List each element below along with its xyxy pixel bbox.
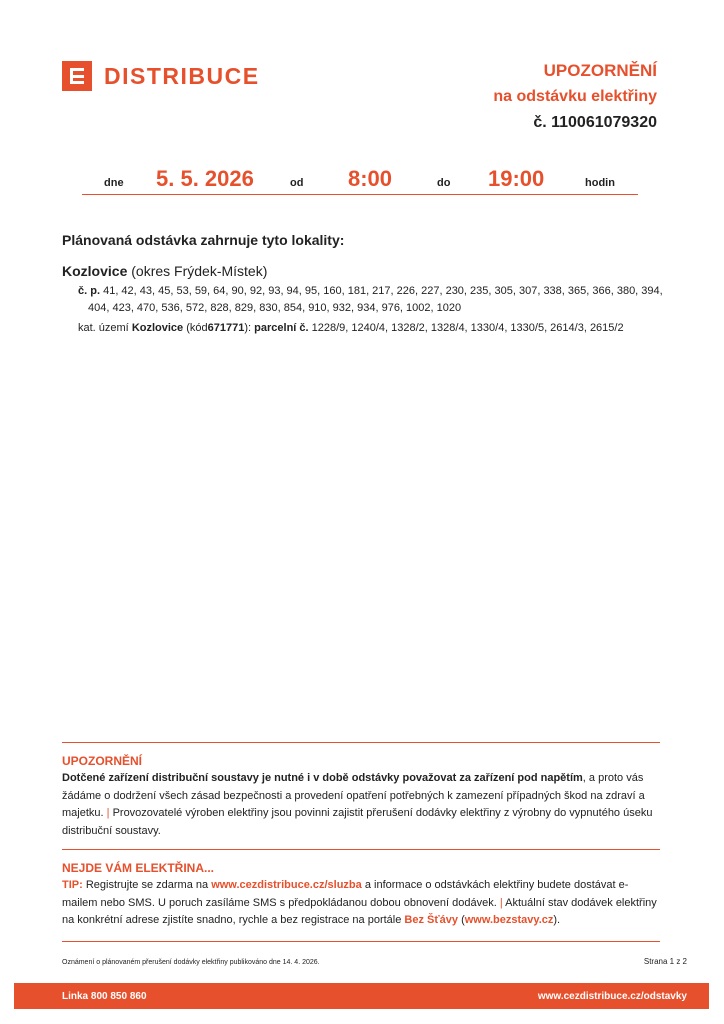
footer-bar — [14, 983, 709, 1009]
outage-date: 5. 5. 2026 — [156, 166, 254, 191]
house-numbers — [78, 283, 668, 317]
cadastral-code-prefix: (kód — [186, 322, 208, 334]
notice-header — [493, 58, 657, 136]
divider — [62, 849, 660, 850]
divider — [62, 742, 660, 743]
separator: | — [499, 896, 503, 909]
cadastral-code: 671771 — [207, 322, 245, 334]
publication-note: Oznámení o plánovaném přerušení dodávky elektřiny publikováno dne 14. 4. 2026. — [62, 959, 320, 966]
location-heading — [62, 263, 267, 279]
portal-name: Bez Šťávy — [404, 914, 458, 926]
hotline-text: Linka 800 850 860 — [62, 991, 147, 1002]
no-power-text-1: Registrujte se zdarma na — [85, 879, 209, 891]
from-time: 8:00 — [348, 166, 393, 191]
cadastral-parcels — [78, 320, 668, 337]
page-number: Strana 1 z 2 — [643, 957, 687, 966]
no-power-text — [62, 877, 662, 930]
portal-link[interactable]: www.bezstavy.cz — [464, 914, 554, 926]
divider — [62, 941, 660, 942]
no-power-text-2: a informace o odstávkách elektřiny budete dostávat e-mailem nebo SMS. U poruch zasíláme SMS s předpokládanou dobou obnovení dodávek. — [62, 879, 629, 909]
warning-title: UPOZORNĚNÍ — [62, 754, 143, 768]
locations-intro: Plánovaná odstávka zahrnuje tyto lokality: — [62, 232, 345, 248]
tip-label: TIP: — [62, 879, 83, 891]
logo-text: DISTRIBUCE — [104, 62, 260, 89]
warning-text-1: , a proto vás žádáme o dodržení všech zásad bezpečnosti a provedení opatření potřebných k zamezení případných škod na zdraví a majetku. — [62, 772, 645, 819]
cadastral-code-suffix: ): — [244, 322, 252, 334]
notice-subtitle: na odstávku elektřiny — [493, 88, 657, 105]
footer-website-link[interactable]: www.cezdistribuce.cz/odstavky — [537, 991, 687, 1002]
municipality-name: Kozlovice — [62, 263, 128, 279]
warning-bold-text: Dotčené zařízení distribuční soustavy je nutné i v době odstávky považovat za zařízení pod napětím — [62, 772, 583, 784]
separator: | — [106, 807, 110, 819]
house-numbers-list: 41, 42, 43, 45, 53, 59, 64, 90, 92, 93, 94, 95, 160, 181, 217, 226, 227, 230, 235, 305, 307, 338, 365, 366, 380, 394, 404, 423, 470, 536, 572, 828, 829, 830, 854, 910, 932, 934, 976, 1002, 1020 — [88, 285, 663, 314]
warning-text — [62, 770, 662, 840]
no-power-title: NEJDE VÁM ELEKTŘINA... — [62, 861, 215, 875]
notice-title: UPOZORNĚNÍ — [543, 61, 657, 80]
paren-close: ). — [553, 914, 561, 926]
outage-schedule — [82, 164, 638, 195]
no-power-text-3: Aktuální stav dodávek elektřiny na konkrétní adrese zjistíte snadno, rychle a bez registrace na portále — [62, 896, 657, 926]
cez-logo-icon — [62, 61, 92, 91]
from-label: od — [290, 177, 304, 189]
district-name: (okres Frýdek-Místek) — [131, 263, 268, 279]
to-label: do — [437, 177, 451, 189]
notice-number: č. 110061079320 — [533, 114, 657, 131]
company-logo — [62, 61, 260, 91]
cadastral-prefix: kat. území — [78, 322, 129, 334]
paren-open: ( — [461, 914, 465, 926]
house-numbers-label: č. p. — [78, 285, 101, 297]
hours-label: hodin — [585, 177, 615, 189]
to-time: 19:00 — [488, 166, 545, 191]
date-label: dne — [104, 177, 124, 189]
registration-link[interactable]: www.cezdistribuce.cz/sluzba — [211, 879, 362, 891]
parcel-label: parcelní č. — [254, 322, 309, 334]
warning-text-2: Provozovatelé výroben elektřiny jsou povinni zajistit přerušení dodávky elektřiny z výrobny do vypnutého úseku distribuční soustavy. — [62, 807, 653, 837]
parcel-list: 1228/9, 1240/4, 1328/2, 1328/4, 1330/4, 1330/5, 2614/3, 2615/2 — [311, 322, 624, 334]
cadastral-name: Kozlovice — [131, 322, 184, 334]
